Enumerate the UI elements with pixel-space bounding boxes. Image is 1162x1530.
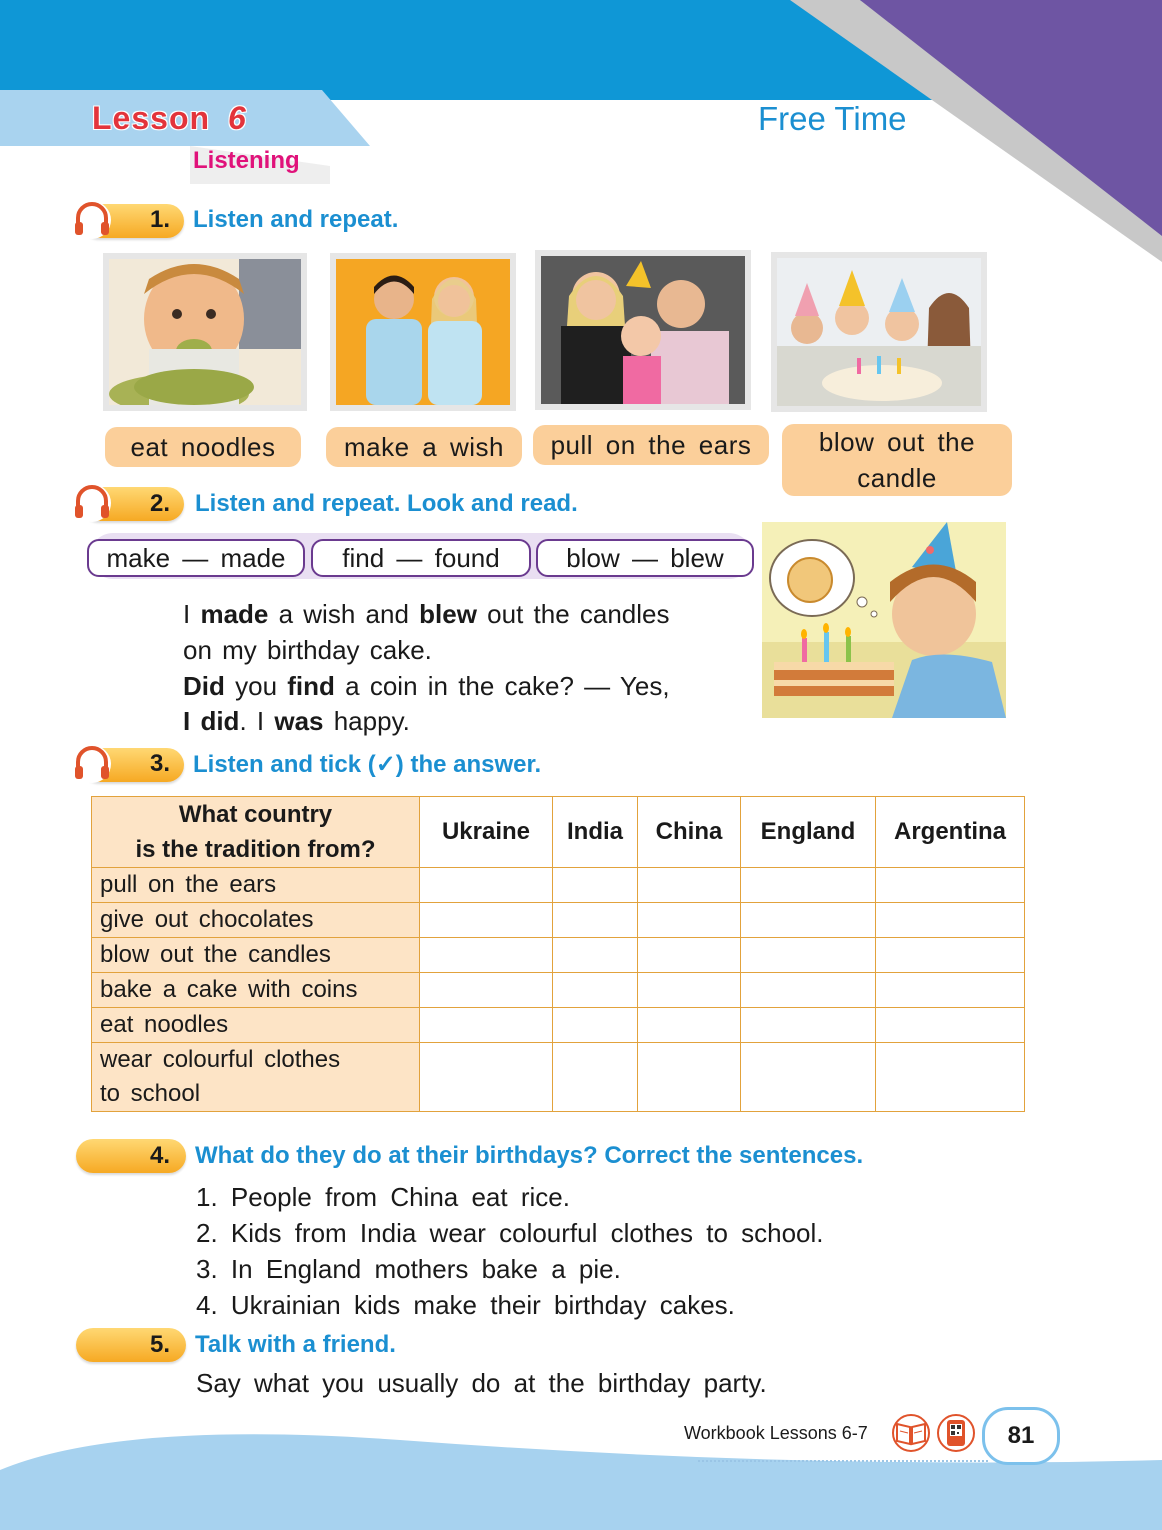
headphones-icon xyxy=(70,200,114,240)
tick-cell[interactable] xyxy=(553,903,638,938)
tick-cell[interactable] xyxy=(876,868,1025,903)
task-2-title: Listen and repeat. Look and read. xyxy=(195,490,578,517)
tick-cell[interactable] xyxy=(638,868,741,903)
tick-cell[interactable] xyxy=(553,938,638,973)
lesson-number: 6 xyxy=(228,100,247,136)
tick-cell[interactable] xyxy=(741,903,876,938)
reading-line-3: Did you find a coin in the cake? — Yes, xyxy=(183,671,670,701)
boy-birthday-cake-illustration xyxy=(762,522,1006,718)
tradition-table xyxy=(91,796,1025,1112)
tick-cell[interactable] xyxy=(638,938,741,973)
tick-cell[interactable] xyxy=(741,973,876,1008)
tradition-label: wear colourful clothes to school xyxy=(92,1043,420,1112)
table-header-row xyxy=(92,797,1025,868)
tick-cell[interactable] xyxy=(741,868,876,903)
caption-pull-on-the-ears: pull on the ears xyxy=(533,425,769,465)
sentence-item-4: 4. Ukrainian kids make their birthday cakes. xyxy=(196,1290,735,1320)
tick-cell[interactable] xyxy=(420,903,553,938)
tick-cell[interactable] xyxy=(553,868,638,903)
task-2-number: 2. xyxy=(150,490,171,517)
tradition-label: blow out the candles xyxy=(92,938,420,973)
task-4-number: 4. xyxy=(150,1142,171,1169)
tick-cell[interactable] xyxy=(876,973,1025,1008)
verb-chip-make: make — made xyxy=(87,539,305,577)
page-topic: Free Time xyxy=(758,100,907,137)
table-row xyxy=(92,938,1025,973)
family-pulling-ears-photo xyxy=(541,256,745,404)
task-3-number: 3. xyxy=(150,750,171,777)
task-5-number: 5. xyxy=(150,1331,171,1358)
table-row xyxy=(92,1008,1025,1043)
country-header-china: China xyxy=(638,797,741,868)
lesson-label: Lesson xyxy=(92,100,211,136)
tick-cell[interactable] xyxy=(876,1008,1025,1043)
caption-blow-out-the-candle: blow out the candle xyxy=(782,424,1012,496)
country-header-england: England xyxy=(741,797,876,868)
tradition-label: bake a cake with coins xyxy=(92,973,420,1008)
caption-make-a-wish: make a wish xyxy=(326,427,522,467)
tick-cell[interactable] xyxy=(420,1008,553,1043)
verb-chip-find: find — found xyxy=(311,539,531,577)
tick-cell[interactable] xyxy=(553,1043,638,1112)
tick-cell[interactable] xyxy=(553,973,638,1008)
table-question-header: What country is the tradition from? xyxy=(92,797,420,868)
headphones-icon xyxy=(70,483,114,523)
tick-cell[interactable] xyxy=(420,938,553,973)
page-number: 81 xyxy=(982,1407,1060,1465)
task-5-title: Talk with a friend. xyxy=(195,1331,396,1358)
tick-cell[interactable] xyxy=(741,938,876,973)
tick-cell[interactable] xyxy=(638,903,741,938)
country-header-argentina: Argentina xyxy=(876,797,1025,868)
workbook-icon[interactable] xyxy=(890,1414,932,1452)
task-4-title: What do they do at their birthdays? Correct the sentences. xyxy=(195,1142,864,1169)
tradition-label: eat noodles xyxy=(92,1008,420,1043)
country-header-india: India xyxy=(553,797,638,868)
tick-cell[interactable] xyxy=(420,1043,553,1112)
kids-making-wish-photo xyxy=(336,259,510,405)
section-title: Listening xyxy=(193,147,300,174)
workbook-reference: Workbook Lessons 6-7 xyxy=(684,1423,868,1443)
task-1-number: 1. xyxy=(150,206,171,233)
tick-cell[interactable] xyxy=(741,1008,876,1043)
tick-cell[interactable] xyxy=(876,938,1025,973)
tradition-label: give out chocolates xyxy=(92,903,420,938)
sentence-item-1: 1. People from China eat rice. xyxy=(196,1182,570,1212)
table-row xyxy=(92,1043,1025,1112)
tick-cell[interactable] xyxy=(876,903,1025,938)
tick-cell[interactable] xyxy=(741,1043,876,1112)
caption-eat-noodles: eat noodles xyxy=(105,427,301,467)
country-header-ukraine: Ukraine xyxy=(420,797,553,868)
tick-cell[interactable] xyxy=(638,1008,741,1043)
tick-cell[interactable] xyxy=(420,973,553,1008)
headphones-icon xyxy=(70,744,114,784)
kids-blowing-candles-photo xyxy=(777,258,981,406)
boy-eating-noodles-photo xyxy=(109,259,301,405)
tick-cell[interactable] xyxy=(638,1043,741,1112)
tick-cell[interactable] xyxy=(420,868,553,903)
reading-line-1: I made a wish and blew out the candles xyxy=(183,599,670,629)
verb-chip-blow: blow — blew xyxy=(536,539,754,577)
reading-line-2: on my birthday cake. xyxy=(183,635,432,665)
tick-cell[interactable] xyxy=(553,1008,638,1043)
table-row xyxy=(92,868,1025,903)
table-row xyxy=(92,973,1025,1008)
sentence-item-2: 2. Kids from India wear colourful clothes to school. xyxy=(196,1218,824,1248)
task-3-title: Listen and tick (✓) the answer. xyxy=(193,751,542,778)
task-5-instruction: Say what you usually do at the birthday party. xyxy=(196,1368,767,1398)
footer-dotted-line xyxy=(698,1460,988,1462)
reading-line-4: I did. I was happy. xyxy=(183,706,410,736)
qr-code-icon[interactable] xyxy=(936,1414,976,1452)
tradition-label: pull on the ears xyxy=(92,868,420,903)
tick-cell[interactable] xyxy=(876,1043,1025,1112)
task-1-title: Listen and repeat. xyxy=(193,206,399,233)
tick-cell[interactable] xyxy=(638,973,741,1008)
sentence-item-3: 3. In England mothers bake a pie. xyxy=(196,1254,621,1284)
table-row xyxy=(92,903,1025,938)
